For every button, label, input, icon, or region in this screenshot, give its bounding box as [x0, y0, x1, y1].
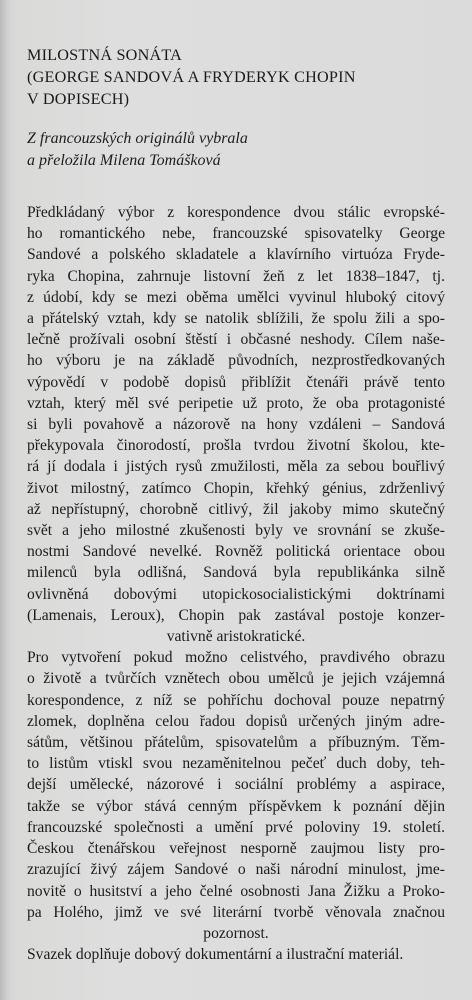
blurb-text [27, 202, 445, 965]
page-content [27, 44, 445, 965]
text-line: z údobí, kdy se mezi oběma umělci vyvinul hluboký citový [27, 288, 445, 306]
text-line: zlomek, doplněna celou řadou dopisů určených jiným adre- [27, 712, 445, 730]
title-line: V DOPISECH) [27, 90, 130, 108]
text-line: Svazek doplňuje dobový dokumentární a ilustrační materiál. [27, 946, 404, 964]
text-line: francouzské společnosti a umění prvé poloviny 19. století. [27, 818, 445, 836]
text-line: zrazující živý zájem Sandové o naši národní minulost, jme- [27, 861, 445, 879]
text-line: vativně aristokratické. [166, 628, 306, 646]
text-line: korespondence, z níž se pohříchu dochoval pouze nepatrný [27, 691, 445, 709]
text-line: Pro vytvoření pokud možno celistvého, pravdivého obrazu [27, 649, 445, 667]
text-line: až nepřístupný, chorobně citlivý, žil jakoby mimo skutečný [27, 500, 445, 518]
text-line: to listům vtiskl svou nezaměnitelnou pečeť duch doby, teh- [27, 755, 445, 773]
text-line: výpovědí v podobě dopisů přiblížit čtenáři právě tento [27, 373, 445, 391]
translator-credit [27, 128, 445, 172]
text-line: sátům, většinou přátelům, spisovatelům a příbuzným. Těm- [27, 734, 445, 752]
text-line: ho výboru je na základě původních, nezprostředkovaných [27, 352, 445, 370]
title-line: MILOSTNÁ SONÁTA [27, 46, 183, 64]
title-line: (GEORGE SANDOVÁ A FRYDERYK CHOPIN [27, 68, 356, 86]
page-edge-shadow [0, 0, 10, 1000]
text-line: o životě a tvůrčích vznětech obou umělců je jejich vzájemná [27, 670, 445, 688]
text-line: Předkládaný výbor z korespondence dvou stálic evropské- [27, 204, 445, 221]
text-line: Sandové a polského skladatele a klavírního virtuóza Fryde- [27, 246, 445, 264]
text-line: dejší umělecké, názorové i sociální problémy a aspirace, [27, 776, 445, 794]
text-line: pozornost. [203, 924, 269, 942]
text-line: takže se výbor stává cenným příspěvkem k poznání dějin [27, 797, 445, 815]
text-line: (Lamenais, Leroux), Chopin pak zastával postoje konzer- [27, 606, 445, 624]
credit-line: a přeložila Milena Tomášková [27, 152, 221, 169]
text-line: svět a jeho milostné zkušenosti byly ve srovnání se zkuše- [27, 522, 445, 540]
text-line: nostmi Sandové nevelké. Rovněž politická orientace obou [27, 543, 445, 561]
text-line: ovlivněná dobovými utopickosocialistickými doktrínami [27, 585, 445, 603]
text-line: rá jí dodala i jistých rysů zmužilosti, měla za sebou bouřlivý [27, 458, 445, 476]
text-line: Českou čtenářskou veřejnost nesporně zaujmou listy pro- [27, 840, 445, 858]
text-line: vztah, který měl své peripetie už proto, že oba protagonisté [27, 394, 445, 412]
book-title [27, 44, 445, 110]
text-line: ryka Chopina, zahrnuje listovní žeň z let 1838–1847, tj. [27, 267, 445, 285]
text-line: život milostný, zatímco Chopin, křehký génius, zdrženlivý [27, 479, 445, 497]
text-line: milenců byla odlišná, Sandová byla republikánka silně [27, 564, 445, 582]
text-line: a přátelský vztah, kdy se natolik sblížili, že spolu žili a spo- [27, 310, 445, 328]
text-line: pa Holého, jimž ve své literární tvorbě věnovala značnou [27, 903, 445, 921]
text-line: ho romantického nebe, francouzské spisovatelky George [27, 225, 445, 243]
credit-line: Z francouzských originálů vybrala [27, 130, 248, 147]
text-line: si byli povahově a názorově na hony vzdáleni – Sandová [27, 416, 445, 434]
text-line: novitě o husitství a jeho čelné osobnosti Jana Žižku a Proko- [27, 882, 445, 900]
text-line: překypovala činorodostí, prošla tvrdou životní školou, kte- [27, 437, 445, 455]
text-line: lečně prožívali osobní štěstí i občasné neshody. Cílem naše- [27, 331, 445, 349]
